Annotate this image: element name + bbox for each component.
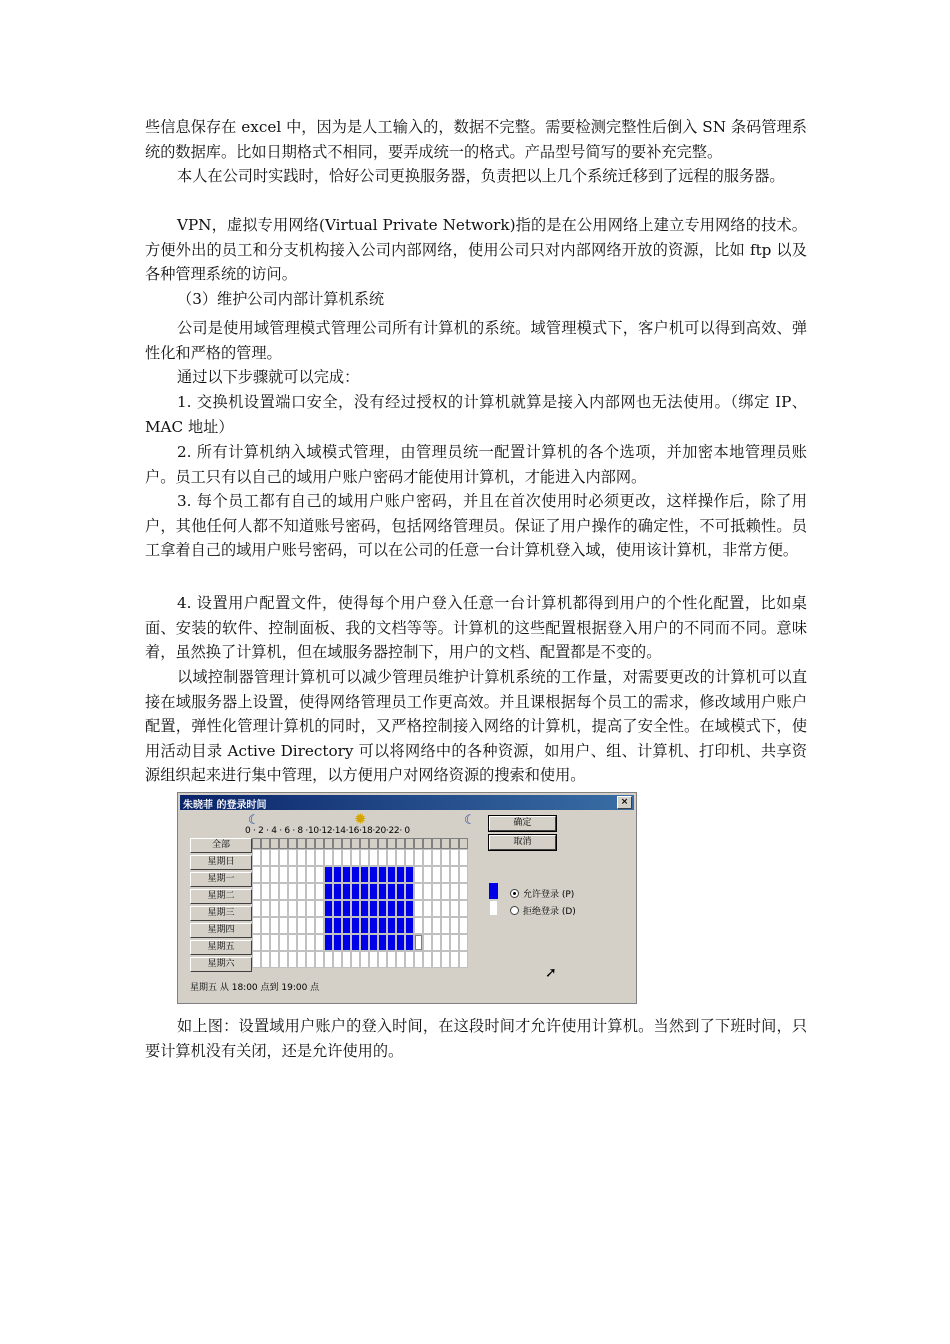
hour-cell[interactable] — [307, 935, 315, 951]
hour-cell[interactable] — [352, 867, 360, 883]
day-button-thursday[interactable]: 星期四 — [190, 923, 252, 938]
day-button-friday[interactable]: 星期五 — [190, 940, 252, 955]
ok-button[interactable]: 确定 — [489, 816, 556, 831]
hour-cell[interactable] — [415, 918, 423, 934]
hour-cell[interactable] — [460, 952, 468, 968]
hour-cell[interactable] — [253, 850, 261, 866]
hour-cell[interactable] — [262, 952, 270, 968]
hour-cell[interactable] — [442, 952, 450, 968]
hour-cell[interactable] — [433, 935, 441, 951]
cancel-button[interactable]: 取消 — [489, 835, 556, 850]
hour-cell[interactable] — [406, 952, 414, 968]
hour-cell[interactable] — [388, 918, 396, 934]
hour-cell[interactable] — [280, 918, 288, 934]
hour-cell[interactable] — [388, 935, 396, 951]
hour-cell[interactable] — [424, 867, 432, 883]
hour-cell[interactable] — [298, 850, 306, 866]
hour-cell[interactable] — [262, 935, 270, 951]
hour-cell[interactable] — [406, 850, 414, 866]
hour-column-button[interactable] — [316, 839, 324, 849]
hour-cell[interactable] — [298, 918, 306, 934]
hour-cell[interactable] — [280, 884, 288, 900]
hour-cell[interactable] — [397, 884, 405, 900]
hour-cell[interactable] — [424, 850, 432, 866]
hour-cell[interactable] — [424, 935, 432, 951]
paragraph-steps-intro: 通过以下步骤就可以完成： — [177, 368, 360, 386]
hour-cell[interactable] — [271, 884, 279, 900]
allow-logon-radio[interactable] — [510, 887, 574, 900]
hour-cell[interactable] — [298, 952, 306, 968]
paragraph-domain-controller: 以域控制器管理计算机可以减少管理员维护计算机系统的工作量，对需要更改的计算机可以直接在域服务器上设置，使得网络管理员工作更高效。并且课根据每个员工的需求，修改域用户账户配置，弹性化管理计算机的同时，又严格控制接入网络的计算机，提高了安全性。在域模式下，使用活动目录 Active Directory 可以将网络中的各种资源，如用户、组、计算机、打印机、共享资源组织起来进行集中管理，以方便用户对网络资源的搜索和使用。 — [145, 668, 807, 784]
hour-cell[interactable] — [316, 918, 324, 934]
hour-cell[interactable] — [271, 935, 279, 951]
hour-cell[interactable] — [253, 935, 261, 951]
hour-cell[interactable] — [433, 952, 441, 968]
hour-cell[interactable] — [343, 918, 351, 934]
hour-cell[interactable] — [334, 901, 342, 917]
dialog-titlebar[interactable] — [180, 795, 634, 810]
hour-cell[interactable] — [442, 901, 450, 917]
hour-cell[interactable] — [325, 867, 333, 883]
hour-cell[interactable] — [289, 918, 297, 934]
hour-cell[interactable] — [361, 867, 369, 883]
hour-column-button[interactable] — [415, 839, 423, 849]
hour-column-button[interactable] — [343, 839, 351, 849]
hour-cell[interactable] — [361, 952, 369, 968]
hour-column-button[interactable] — [361, 839, 369, 849]
hour-cell[interactable] — [316, 901, 324, 917]
dialog-title: 朱晓菲 的登录时间 — [183, 800, 267, 811]
deny-logon-radio[interactable] — [510, 904, 576, 917]
hour-cell[interactable] — [370, 935, 378, 951]
hour-column-button[interactable] — [280, 839, 288, 849]
hour-cell[interactable] — [406, 901, 414, 917]
allow-logon-label: 允许登录 (P) — [523, 890, 575, 900]
hour-cell[interactable] — [433, 901, 441, 917]
hour-cell[interactable] — [397, 901, 405, 917]
hour-cell[interactable] — [370, 918, 378, 934]
hour-column-button[interactable] — [424, 839, 432, 849]
paragraph-step-1: 1. 交换机设置端口安全，没有经过授权的计算机就算是接入内部网也无法使用。（绑定 IP、MAC 地址） — [145, 393, 807, 436]
hour-cell[interactable] — [352, 901, 360, 917]
hour-cell[interactable] — [262, 867, 270, 883]
hour-cell[interactable] — [271, 901, 279, 917]
hour-column-button[interactable] — [352, 839, 360, 849]
paragraph-step-4: 4. 设置用户配置文件，使得每个用户登入任意一台计算机都得到用户的个性化配置，比如桌面、安装的软件、控制面板、我的文档等等。计算机的这些配置根据登入用户的不同而不同。意味着，虽然换了计算机，但在域服务器控制下，用户的文档、配置都是不变的。 — [145, 594, 807, 661]
hour-column-button[interactable] — [451, 839, 459, 849]
hour-cell[interactable] — [325, 850, 333, 866]
hour-cell[interactable] — [334, 884, 342, 900]
day-button-wednesday[interactable]: 星期三 — [190, 906, 252, 921]
hour-cell[interactable] — [343, 901, 351, 917]
hour-cell[interactable] — [343, 952, 351, 968]
hour-cell[interactable] — [379, 935, 387, 951]
hour-cell[interactable] — [451, 918, 459, 934]
radio-selected-icon — [510, 889, 519, 898]
hour-cell[interactable] — [316, 867, 324, 883]
logon-hours-grid[interactable] — [252, 838, 468, 973]
hour-cell[interactable] — [406, 884, 414, 900]
hour-cell[interactable] — [415, 867, 423, 883]
hour-cell[interactable] — [370, 884, 378, 900]
hour-cell[interactable] — [316, 935, 324, 951]
hour-cell[interactable] — [379, 952, 387, 968]
hour-cell[interactable] — [253, 901, 261, 917]
hour-cell[interactable] — [442, 918, 450, 934]
hour-cell[interactable] — [370, 850, 378, 866]
hour-cell[interactable] — [451, 850, 459, 866]
hour-cell[interactable] — [433, 884, 441, 900]
hour-cell[interactable] — [397, 952, 405, 968]
sun-icon: ✹ — [354, 810, 367, 828]
paragraph-vpn: VPN，虚拟专用网络(Virtual Private Network)指的是在公用网络上建立专用网络的技术。方便外出的员工和分支机构接入公司内部网络，使用公司只对内部网络开放的资源，比如 ftp 以及各种管理系统的访问。 — [145, 216, 807, 283]
hour-cell[interactable] — [253, 884, 261, 900]
hour-cell[interactable] — [325, 918, 333, 934]
hour-cell[interactable] — [298, 884, 306, 900]
hour-cell[interactable] — [307, 918, 315, 934]
hour-cell[interactable] — [316, 952, 324, 968]
hour-cell[interactable] — [406, 935, 414, 951]
hour-cell[interactable] — [316, 884, 324, 900]
hour-cell[interactable] — [289, 901, 297, 917]
hour-column-button[interactable] — [271, 839, 279, 849]
hour-cell[interactable] — [280, 901, 288, 917]
mouse-pointer-icon: ➚ — [545, 965, 557, 981]
hour-cell[interactable] — [280, 935, 288, 951]
hour-cell[interactable] — [325, 884, 333, 900]
hour-cell[interactable] — [397, 918, 405, 934]
hour-cell[interactable] — [280, 867, 288, 883]
hour-cell[interactable] — [379, 918, 387, 934]
hour-cell[interactable] — [397, 935, 405, 951]
moon-icon: ☾ — [464, 813, 476, 828]
paragraph-step-2: 2. 所有计算机纳入域模式管理，由管理员统一配置计算机的各个选项，并加密本地管理员账户。员工只有以自己的域用户账户密码才能使用计算机，才能进入内部网。 — [145, 443, 807, 486]
hour-cell[interactable] — [433, 850, 441, 866]
hour-cell[interactable] — [262, 884, 270, 900]
hour-cell[interactable] — [451, 884, 459, 900]
hour-cell[interactable] — [343, 850, 351, 866]
hour-cell[interactable] — [334, 918, 342, 934]
hour-cell[interactable] — [271, 952, 279, 968]
hour-cell[interactable] — [253, 952, 261, 968]
hour-column-button[interactable] — [334, 839, 342, 849]
hour-column-button[interactable] — [325, 839, 333, 849]
hour-cell[interactable] — [415, 850, 423, 866]
paragraph-server-migration: 本人在公司时实践时，恰好公司更换服务器，负责把以上几个系统迁移到了远程的服务器。 — [177, 167, 785, 185]
paragraph-step-3: 3. 每个员工都有自己的域用户账户密码，并且在首次使用时必须更改，这样操作后，除了用户，其他任何人都不知道账号密码，包括网络管理员。保证了用户操作的确定性，不可抵赖性。员工拿着自己的域用户账号密码，可以在公司的任意一台计算机登入域，使用该计算机，非常方便。 — [145, 492, 807, 559]
moon-icon: ☾ — [248, 813, 260, 828]
hour-cell[interactable] — [352, 884, 360, 900]
hour-cell[interactable] — [325, 935, 333, 951]
hour-cell[interactable] — [388, 867, 396, 883]
hour-cell[interactable] — [289, 952, 297, 968]
section-heading: （3）维护公司内部计算机系统 — [177, 290, 385, 308]
hour-cell[interactable] — [433, 867, 441, 883]
hour-column-button[interactable] — [289, 839, 297, 849]
hour-column-button[interactable] — [253, 839, 261, 849]
hour-column-button[interactable] — [406, 839, 414, 849]
hour-cell[interactable] — [415, 901, 423, 917]
hour-cell[interactable] — [298, 867, 306, 883]
hour-cell[interactable] — [352, 850, 360, 866]
hour-cell[interactable] — [307, 867, 315, 883]
hour-cell[interactable] — [388, 884, 396, 900]
hour-cell[interactable] — [442, 867, 450, 883]
hour-cell[interactable] — [334, 952, 342, 968]
hour-cell[interactable] — [451, 935, 459, 951]
hour-cell[interactable] — [460, 918, 468, 934]
hour-cell[interactable] — [388, 850, 396, 866]
hour-cell[interactable] — [442, 850, 450, 866]
hour-column-button[interactable] — [388, 839, 396, 849]
hour-cell[interactable] — [271, 918, 279, 934]
hour-cell[interactable] — [262, 850, 270, 866]
hour-cell[interactable] — [415, 952, 423, 968]
hour-cell[interactable] — [460, 901, 468, 917]
paragraph-domain-mode: 公司是使用域管理模式管理公司所有计算机的系统。域管理模式下，客户机可以得到高效、弹性化和严格的管理。 — [145, 319, 807, 362]
denied-color-swatch — [489, 900, 498, 916]
hour-cell[interactable] — [253, 867, 261, 883]
hour-cell[interactable] — [397, 867, 405, 883]
hour-column-button[interactable] — [433, 839, 441, 849]
hour-cell[interactable] — [406, 867, 414, 883]
hour-cell[interactable] — [307, 901, 315, 917]
hour-cell[interactable] — [316, 850, 324, 866]
hour-cell[interactable] — [370, 901, 378, 917]
hour-cell[interactable] — [253, 918, 261, 934]
close-icon[interactable]: × — [617, 796, 632, 809]
hour-cell[interactable] — [289, 935, 297, 951]
hour-cell[interactable] — [451, 867, 459, 883]
hour-cell[interactable] — [370, 952, 378, 968]
hour-cell[interactable] — [289, 850, 297, 866]
hour-column-button[interactable] — [397, 839, 405, 849]
hour-cell[interactable] — [415, 884, 423, 900]
radio-unselected-icon — [510, 906, 519, 915]
logon-hours-dialog — [177, 792, 637, 1004]
hour-cell[interactable] — [343, 884, 351, 900]
hour-cell[interactable] — [451, 952, 459, 968]
hour-column-button[interactable] — [262, 839, 270, 849]
hour-cell[interactable] — [271, 867, 279, 883]
hour-cell[interactable] — [334, 867, 342, 883]
hour-cell[interactable] — [325, 901, 333, 917]
allowed-color-swatch — [489, 883, 498, 899]
select-all-button[interactable]: 全部 — [190, 838, 252, 853]
status-text: 星期五 从 18:00 点到 19:00 点 — [190, 983, 320, 993]
hour-cell[interactable] — [361, 918, 369, 934]
hour-cell[interactable] — [343, 867, 351, 883]
hour-cell[interactable] — [442, 935, 450, 951]
hour-cell[interactable] — [361, 850, 369, 866]
hour-cell[interactable] — [397, 850, 405, 866]
hour-cell[interactable] — [379, 850, 387, 866]
hour-cell[interactable] — [262, 918, 270, 934]
hour-cell[interactable] — [424, 901, 432, 917]
hour-cell[interactable] — [289, 867, 297, 883]
hour-cell[interactable] — [280, 850, 288, 866]
paragraph-continuation: 些信息保存在 excel 中，因为是人工输入的，数据不完整。需要检测完整性后倒入 SN 条码管理系统的数据库。比如日期格式不相同，要弄成统一的格式。产品型号简写的要补充完整。 — [145, 118, 807, 161]
hour-column-button[interactable] — [298, 839, 306, 849]
hour-cell[interactable] — [379, 867, 387, 883]
hour-cell[interactable] — [379, 884, 387, 900]
hour-cell[interactable] — [370, 867, 378, 883]
hour-cell[interactable] — [361, 901, 369, 917]
hour-cell[interactable] — [298, 901, 306, 917]
hour-cell[interactable] — [352, 918, 360, 934]
hour-cell[interactable] — [289, 884, 297, 900]
deny-logon-label: 拒绝登录 (D) — [523, 907, 576, 917]
hour-cell[interactable] — [334, 850, 342, 866]
hour-cell[interactable] — [406, 918, 414, 934]
hour-cell[interactable] — [298, 935, 306, 951]
hour-scale: 0 · 2 · 4 · 6 · 8 ·10·12·14·16·18·20·22· 0 — [245, 826, 410, 836]
hour-cell[interactable] — [262, 901, 270, 917]
hour-cell[interactable] — [334, 935, 342, 951]
day-button-monday[interactable]: 星期一 — [190, 872, 252, 887]
hour-column-button[interactable] — [307, 839, 315, 849]
hour-column-button[interactable] — [370, 839, 378, 849]
hour-cell[interactable] — [424, 952, 432, 968]
hour-cell[interactable] — [271, 850, 279, 866]
hour-column-button[interactable] — [460, 839, 468, 849]
hour-cell[interactable] — [307, 952, 315, 968]
hour-cell[interactable] — [388, 901, 396, 917]
hour-column-button[interactable] — [379, 839, 387, 849]
day-button-tuesday[interactable]: 星期二 — [190, 889, 252, 904]
hour-cell[interactable] — [307, 850, 315, 866]
paragraph-figure-caption: 如上图：设置域用户账户的登入时间，在这段时间才允许使用计算机。当然到了下班时间，只要计算机没有关闭，还是允许使用的。 — [145, 1017, 807, 1060]
hour-cell[interactable] — [460, 935, 468, 951]
hour-cell[interactable] — [460, 867, 468, 883]
hour-cell[interactable] — [325, 952, 333, 968]
hour-column-button[interactable] — [442, 839, 450, 849]
hour-cell[interactable] — [343, 935, 351, 951]
hour-cell[interactable] — [424, 918, 432, 934]
hour-cell[interactable] — [460, 850, 468, 866]
hour-cell[interactable] — [379, 901, 387, 917]
hour-cell[interactable] — [352, 952, 360, 968]
day-button-sunday[interactable]: 星期日 — [190, 855, 252, 870]
hour-cell[interactable] — [280, 952, 288, 968]
hour-cell[interactable] — [352, 935, 360, 951]
day-button-saturday[interactable]: 星期六 — [190, 957, 252, 972]
hour-cell[interactable] — [442, 884, 450, 900]
hour-cell[interactable] — [307, 884, 315, 900]
hour-cell[interactable] — [424, 884, 432, 900]
hour-cell[interactable] — [460, 884, 468, 900]
hour-cell[interactable] — [361, 935, 369, 951]
hour-cell[interactable] — [451, 901, 459, 917]
hour-cell[interactable] — [388, 952, 396, 968]
hour-cell[interactable] — [433, 918, 441, 934]
hour-cell[interactable] — [361, 884, 369, 900]
